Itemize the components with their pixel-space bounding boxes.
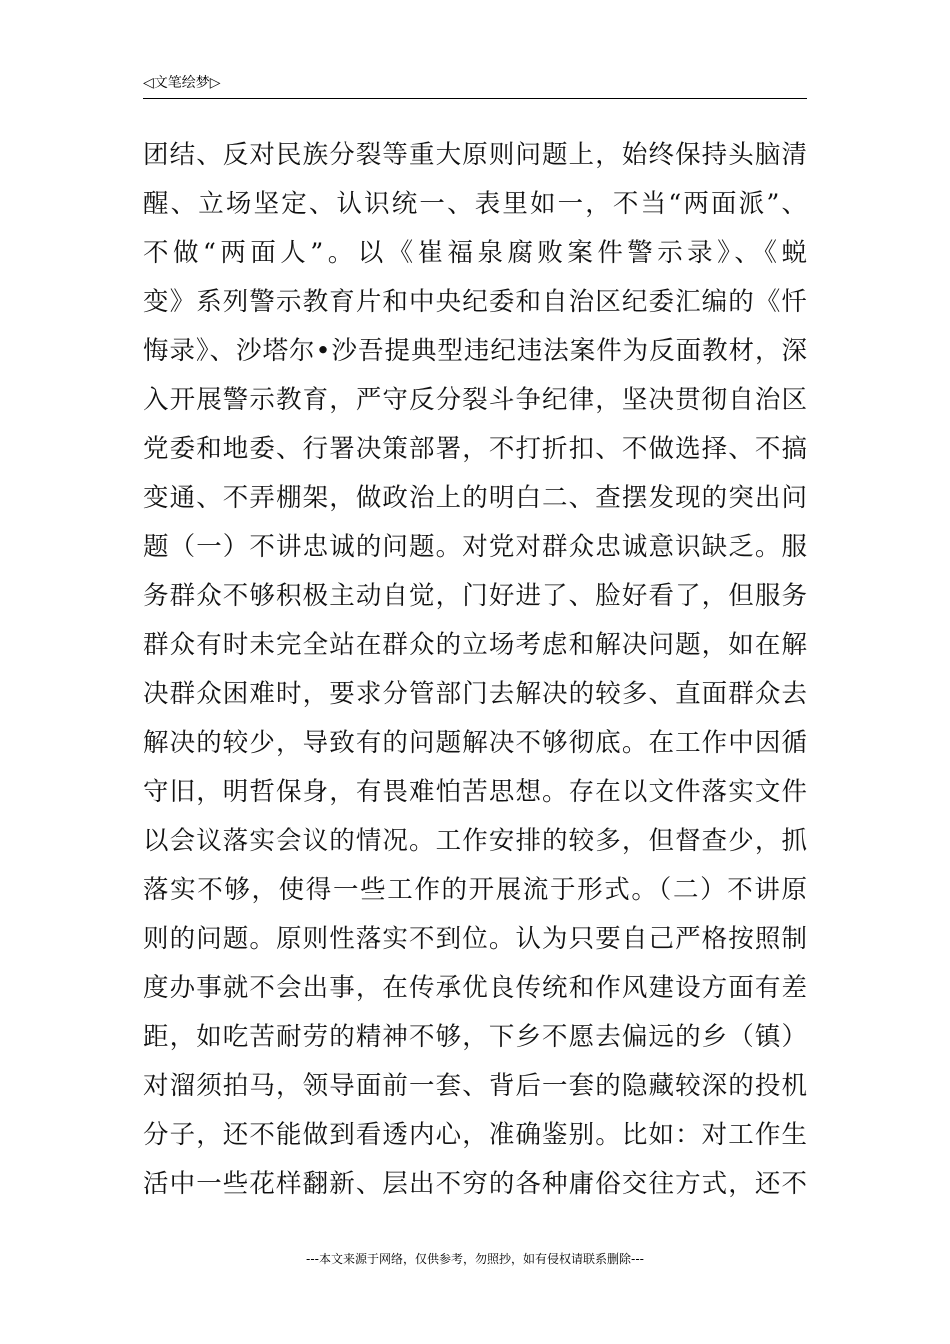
- text-line: 不做“两面人”。以《崔福泉腐败案件警示录》、《蜕: [143, 238, 807, 268]
- text-line: 务群众不够积极主动自觉，门好进了、脸好看了，但服务: [143, 581, 807, 611]
- text-line: 解决的较少，导致有的问题解决不够彻底。在工作中因循: [143, 728, 807, 758]
- text-line: 守旧，明哲保身，有畏难怕苦思想。存在以文件落实文件: [143, 777, 807, 807]
- text-line: 度办事就不会出事，在传承优良传统和作风建设方面有差: [143, 973, 807, 1003]
- page-footer: ---本文来源于网络，仅供参考，勿照抄，如有侵权请联系删除---: [306, 1252, 644, 1266]
- text-line: 团结、反对民族分裂等重大原则问题上，始终保持头脑清: [143, 140, 807, 170]
- text-line: 落实不够，使得一些工作的开展流于形式。（二）不讲原: [143, 875, 807, 905]
- text-line: 则的问题。原则性落实不到位。认为只要自己严格按照制: [143, 924, 807, 954]
- text-line: 题（一）不讲忠诚的问题。对党对群众忠诚意识缺乏。服: [143, 532, 807, 562]
- text-line: 活中一些花样翻新、层出不穷的各种庸俗交往方式，还不: [143, 1169, 807, 1199]
- header-title: ◁文笔绘梦▷: [143, 75, 221, 91]
- text-line: 分子，还不能做到看透内心，准确鉴别。比如：对工作生: [143, 1120, 807, 1150]
- document-body: [143, 131, 807, 1209]
- text-line: 决群众困难时，要求分管部门去解决的较多、直面群众去: [143, 679, 807, 709]
- text-line: 党委和地委、行署决策部署，不打折扣、不做选择、不搞: [143, 434, 807, 464]
- text-line: 变通、不弄棚架，做政治上的明白二、查摆发现的突出问: [143, 483, 807, 513]
- text-line: 醒、立场坚定、认识统一、表里如一，不当“两面派”、: [143, 189, 807, 219]
- page-header: [143, 72, 807, 99]
- text-line: 以会议落实会议的情况。工作安排的较多，但督查少，抓: [143, 826, 807, 856]
- text-line: 群众有时未完全站在群众的立场考虑和解决问题，如在解: [143, 630, 807, 660]
- text-line: 入开展警示教育，严守反分裂斗争纪律，坚决贯彻自治区: [143, 385, 807, 415]
- text-line: 距，如吃苦耐劳的精神不够，下乡不愿去偏远的乡（镇）: [143, 1022, 807, 1052]
- text-line: 变》系列警示教育片和中央纪委和自治区纪委汇编的《忏: [143, 287, 807, 317]
- text-line: 对溜须拍马，领导面前一套、背后一套的隐藏较深的投机: [143, 1071, 807, 1101]
- text-line: 悔录》、沙塔尔•沙吾提典型违纪违法案件为反面教材，深: [143, 336, 807, 366]
